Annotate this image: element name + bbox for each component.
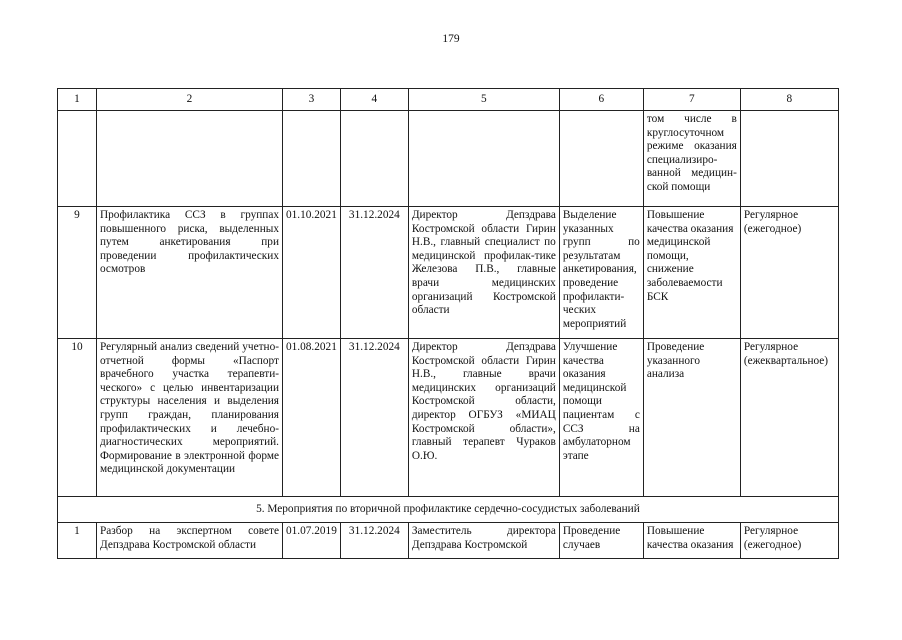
result-cell-continued: том числе в круглосуточном режиме оказания специализиро-ванной медицин-ской помощи (643, 111, 740, 207)
result-cell: Проведение указанного анализа (643, 339, 740, 497)
table-cell (283, 111, 341, 207)
activity-cell: Регулярный анализ сведений учетно-отчетной формы «Паспорт врачебного участка терапевти-ческого» с целью инвентаризации структуры населения и выделения групп граждан, планирования профилактических и лечебно-диагностических мероприятий. Формирование в электронной форме медицинской документации (97, 339, 283, 497)
frequency-cell: Регулярное (ежегодное) (740, 523, 838, 559)
table-row (58, 523, 839, 559)
header-cell: 8 (740, 89, 838, 111)
header-cell: 7 (643, 89, 740, 111)
header-cell: 6 (559, 89, 643, 111)
frequency-cell: Регулярное (ежегодное) (740, 207, 838, 339)
end-date-cell: 31.12.2024 (340, 523, 408, 559)
frequency-cell: Регулярное (ежеквартальное) (740, 339, 838, 497)
header-cell: 2 (97, 89, 283, 111)
end-date-cell: 31.12.2024 (340, 207, 408, 339)
header-cell: 4 (340, 89, 408, 111)
activity-cell: Профилактика ССЗ в группах повышенного риска, выделенных путем анкетирования при проведении профилактических осмотров (97, 207, 283, 339)
characteristic-cell: Выделение указанных групп по результатам анкетирования, проведение профилакти-ческих мероприятий (559, 207, 643, 339)
table-cell (340, 111, 408, 207)
result-cell: Повышение качества оказания медицинской помощи, снижение заболеваемости БСК (643, 207, 740, 339)
result-cell: Повышение качества оказания (643, 523, 740, 559)
responsible-cell: Заместитель директора Депздрава Костромской (408, 523, 559, 559)
table-cell (740, 111, 838, 207)
row-number: 1 (58, 523, 97, 559)
header-cell: 1 (58, 89, 97, 111)
table-cell (559, 111, 643, 207)
section-title: 5. Мероприятия по вторичной профилактике сердечно-сосудистых заболеваний (58, 497, 839, 523)
row-number: 9 (58, 207, 97, 339)
page-number: 179 (442, 33, 460, 45)
row-number: 10 (58, 339, 97, 497)
section-row (58, 497, 839, 523)
activity-cell: Разбор на экспертном совете Депздрава Костромской области (97, 523, 283, 559)
responsible-cell: Директор Депздрава Костромской области Гирин Н.В., главный специалист по медицинской профилак-тике Железова П.В., главные врачи медицинских организаций Костромской области (408, 207, 559, 339)
header-cell: 3 (283, 89, 341, 111)
activities-table (57, 88, 839, 559)
responsible-cell: Директор Депздрава Костромской области Гирин Н.В., главные врачи медицинских организаций Костромской области, директор ОГБУЗ «МИАЦ Костромской области», главный терапевт Чураков О.Ю. (408, 339, 559, 497)
continuation-row (58, 111, 839, 207)
characteristic-cell: Проведение случаев (559, 523, 643, 559)
table-cell (97, 111, 283, 207)
end-date-cell: 31.12.2024 (340, 339, 408, 497)
table-row (58, 207, 839, 339)
table-cell (58, 111, 97, 207)
start-date-cell: 01.08.2021 (283, 339, 341, 497)
header-row (58, 89, 839, 111)
table-cell (408, 111, 559, 207)
table-row (58, 339, 839, 497)
characteristic-cell: Улучшение качества оказания медицинской помощи пациентам с ССЗ на амбулаторном этапе (559, 339, 643, 497)
start-date-cell: 01.07.2019 (283, 523, 341, 559)
start-date-cell: 01.10.2021 (283, 207, 341, 339)
header-cell: 5 (408, 89, 559, 111)
